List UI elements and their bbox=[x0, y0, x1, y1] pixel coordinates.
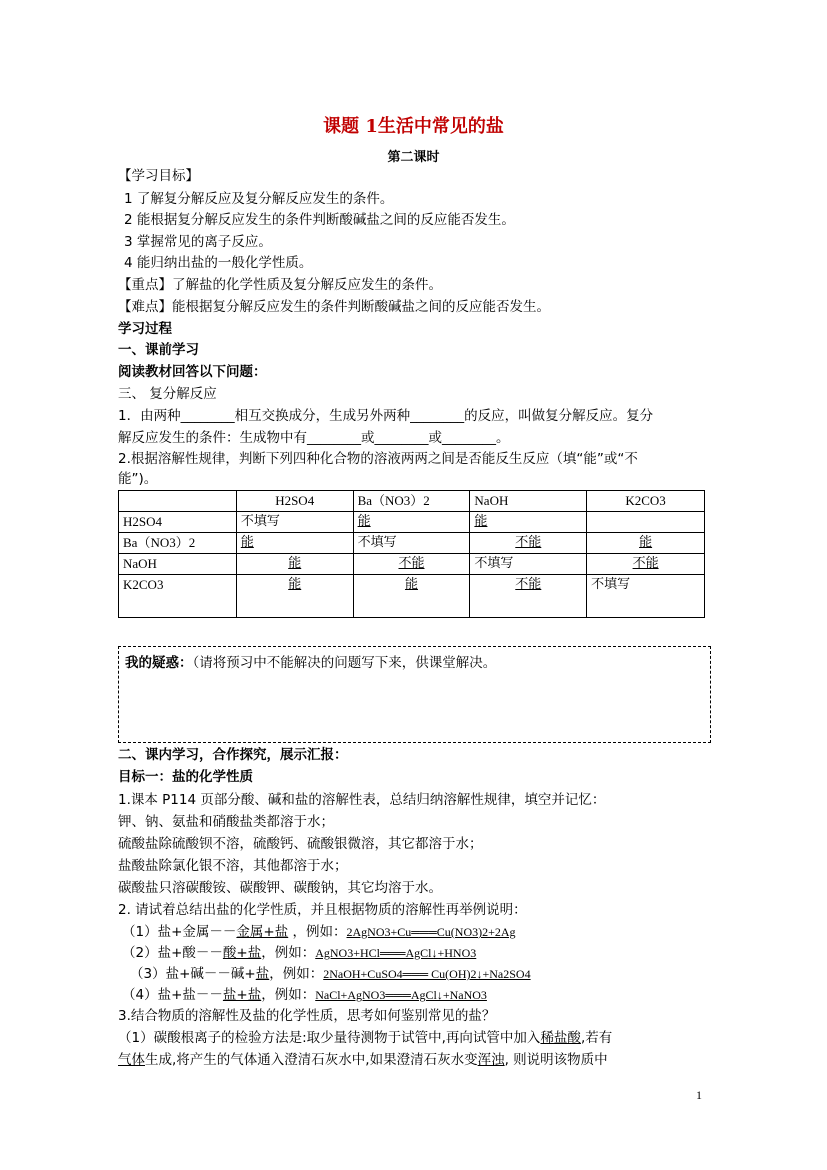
answer-cell: 能 bbox=[639, 535, 653, 550]
reaction-table bbox=[118, 490, 705, 618]
objectives-header: 【学习目标】 bbox=[118, 168, 199, 184]
column-header: NaOH bbox=[470, 491, 587, 512]
goal1-line: 硫酸盐除硫酸钡不溶，硫酸钙、硫酸银微溶，其它都溶于水； bbox=[118, 836, 483, 852]
objective-item: 3 掌握常见的离子反应。 bbox=[124, 234, 272, 250]
goal1-line: 碳酸盐只溶碳酸铵、碳酸钾、碳酸钠，其它均溶于水。 bbox=[118, 880, 442, 896]
question-2-line: 能”)。 bbox=[118, 471, 158, 487]
property-4: （4）盐+盐－－盐+盐，例如：NaCl+AgNO3═══AgCl↓+NaNO3 bbox=[122, 987, 487, 1003]
goal1-line: 2. 请试着总结出盐的化学性质，并且根据物质的溶解性再举例说明： bbox=[118, 902, 527, 918]
equation: NaCl+AgNO3═══AgCl↓+NaNO3 bbox=[315, 988, 487, 1002]
doubt-label: 我的疑惑： bbox=[125, 655, 193, 671]
answer-cell: 能 bbox=[240, 535, 254, 550]
goal1-line: 1.课本 P114 页部分酸、碱和盐的溶解性表，总结归纳溶解性规律，填空并记忆： bbox=[118, 792, 606, 808]
answer-cell: 不能 bbox=[632, 556, 659, 571]
row-header: H2SO4 bbox=[119, 512, 237, 533]
key-point: 【重点】了解盐的化学性质及复分解反应发生的条件。 bbox=[118, 277, 442, 293]
question-3-sub1-cont: 气体生成,将产生的气体通入澄清石灰水中,如果澄清石灰水变浑浊, 则说明该物质中 bbox=[118, 1052, 608, 1068]
row-header: NaOH bbox=[119, 554, 237, 575]
answer-cell: 能 bbox=[357, 514, 371, 529]
lesson-subtitle: 第二课时 bbox=[387, 150, 440, 165]
column-header: H2SO4 bbox=[236, 491, 353, 512]
answer-blank: 酸+盐 bbox=[222, 945, 262, 961]
question-3-sub1: （1）碳酸根离子的检验方法是:取少量待测物于试管中,再向试管中加入稀盐酸,若有 bbox=[118, 1030, 613, 1046]
answer-cell: 不能 bbox=[515, 535, 542, 550]
table-corner-cell bbox=[119, 491, 237, 512]
sub-header: 三、 复分解反应 bbox=[118, 386, 217, 402]
answer-cell: 能 bbox=[404, 577, 418, 592]
doubt-box[interactable] bbox=[118, 646, 711, 743]
property-1: （1）盐+金属－－金属+盐 ，例如：2AgNO3+Cu═══Cu(NO3)2+2Ag bbox=[122, 924, 516, 940]
answer-cell: 不能 bbox=[398, 556, 425, 571]
question-3-line: 3.结合物质的溶解性及盐的化学性质，思考如何鉴别常见的盐？ bbox=[118, 1008, 496, 1024]
section1-header: 一、课前学习 bbox=[118, 342, 199, 358]
column-header: K2CO3 bbox=[587, 491, 705, 512]
answer-cell: 能 bbox=[288, 556, 302, 571]
table-cell: 不填写 bbox=[353, 533, 470, 554]
equation: 2NaOH+CuSO4═══ Cu(OH)2↓+Na2SO4 bbox=[323, 967, 531, 981]
table-cell: 不填写 bbox=[587, 575, 705, 618]
table-cell: 不填写 bbox=[236, 512, 353, 533]
goal1-line: 盐酸盐除氯化银不溶，其他都溶于水； bbox=[118, 858, 348, 874]
question-2-line: 2.根据溶解性规律，判断下列四种化合物的溶液两两之间是否能反生反应（填“能”或“不 bbox=[118, 451, 638, 467]
reading-header: 阅读教材回答以下问题： bbox=[118, 364, 267, 380]
section2-header: 二、课内学习，合作探究，展示汇报： bbox=[118, 747, 348, 763]
answer-blank: 盐 bbox=[255, 966, 270, 982]
property-2: （2）盐+酸－－酸+盐，例如：AgNO3+HCl═══AgCl↓+HNO3 bbox=[122, 945, 477, 961]
process-header: 学习过程 bbox=[118, 321, 172, 337]
objective-item: 4 能归纳出盐的一般化学性质。 bbox=[124, 255, 313, 271]
page-title: 课题 1生活中常见的盐 bbox=[323, 116, 504, 137]
answer-blank: 浑浊 bbox=[477, 1052, 505, 1068]
answer-cell: 能 bbox=[288, 577, 302, 592]
doubt-text: （请将预习中不能解决的问题写下来，供课堂解决。 bbox=[192, 655, 497, 671]
answer-blank: 气体 bbox=[118, 1052, 145, 1068]
answer-blank: 稀盐酸 bbox=[540, 1030, 581, 1046]
table-cell: 不填写 bbox=[470, 554, 587, 575]
objective-item: 1 了解复分解反应及复分解反应发生的条件。 bbox=[124, 191, 394, 207]
answer-cell: 不能 bbox=[515, 577, 542, 592]
table-cell bbox=[587, 512, 705, 533]
answer-cell: 能 bbox=[474, 514, 488, 529]
equation: 2AgNO3+Cu═══Cu(NO3)2+2Ag bbox=[346, 925, 516, 939]
property-3: （3）盐+碱－－碱+盐，例如：2NaOH+CuSO4═══ Cu(OH)2↓+Na2SO4 bbox=[130, 966, 531, 982]
question-1-line: 1．由两种________相互交换成分，生成另外两种________的反应，叫做复分解反应。复分 bbox=[118, 408, 654, 424]
goal1-header: 目标一：盐的化学性质 bbox=[118, 769, 253, 785]
row-header: K2CO3 bbox=[119, 575, 237, 618]
row-header: Ba（NO3）2 bbox=[119, 533, 237, 554]
question-1-line: 解反应发生的条件：生成物中有________或________或________。 bbox=[118, 430, 510, 446]
column-header: Ba（NO3）2 bbox=[353, 491, 470, 512]
difficult-point: 【难点】能根据复分解反应发生的条件判断酸碱盐之间的反应能否发生。 bbox=[118, 299, 550, 315]
page-number: 1 bbox=[696, 1088, 702, 1102]
equation: AgNO3+HCl═══AgCl↓+HNO3 bbox=[315, 946, 477, 960]
answer-blank: 盐+盐 bbox=[222, 987, 262, 1003]
goal1-line: 钾、钠、氨盐和硝酸盐类都溶于水； bbox=[118, 814, 334, 830]
answer-blank: 金属+盐 bbox=[236, 924, 289, 940]
objective-item: 2 能根据复分解反应发生的条件判断酸碱盐之间的反应能否发生。 bbox=[124, 212, 515, 228]
